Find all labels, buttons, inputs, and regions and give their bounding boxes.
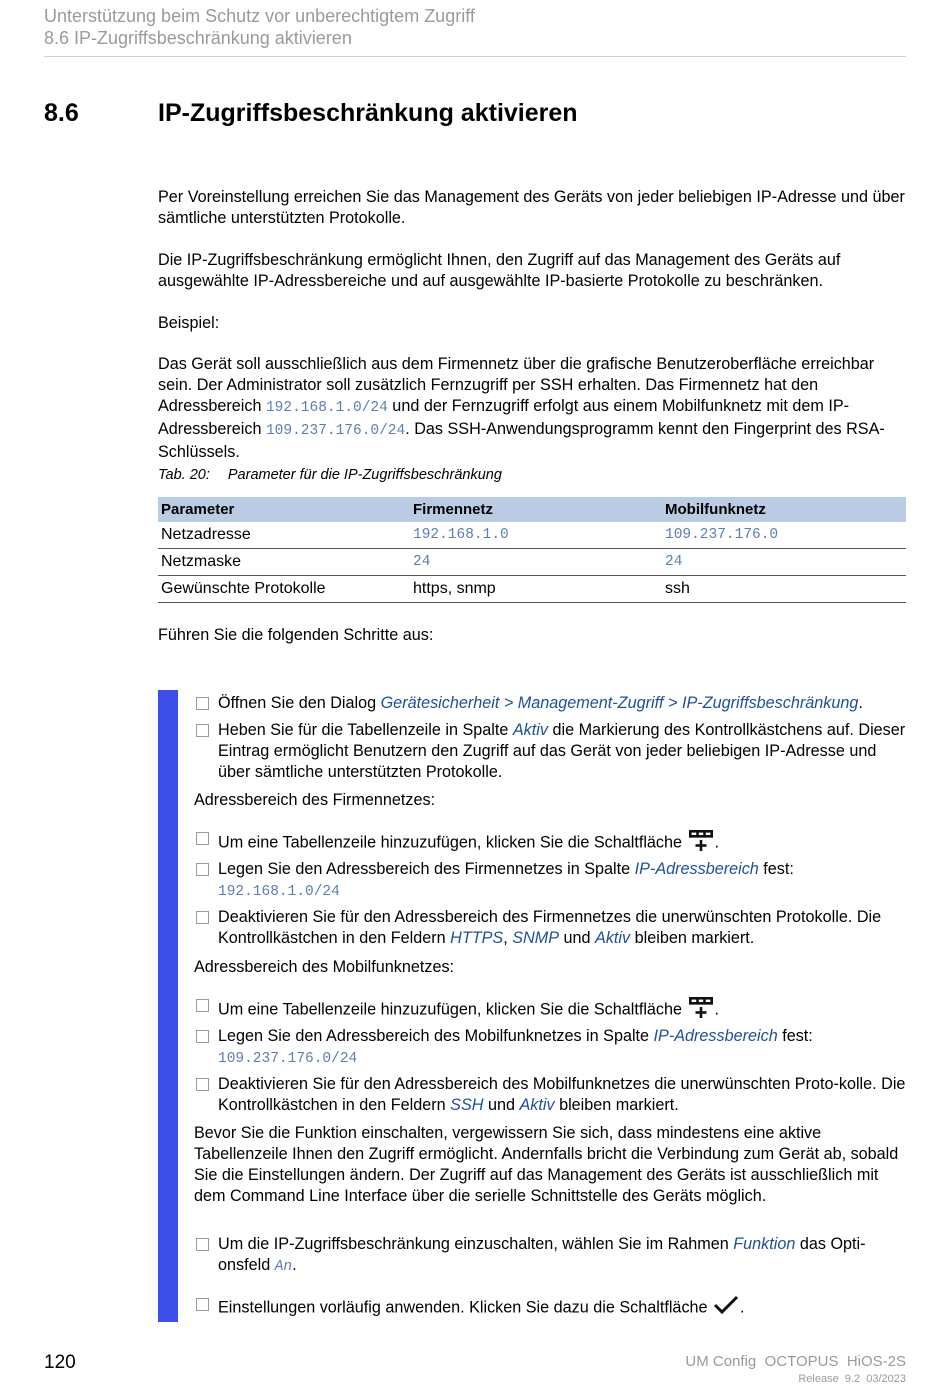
- address-range-value: 192.168.1.0/24: [218, 884, 340, 900]
- step-checkbox: [196, 724, 209, 737]
- step-checkbox: [196, 697, 209, 710]
- step-checkbox: [196, 911, 209, 924]
- subheading-company-network: Adressbereich des Firmennetzes:: [194, 791, 436, 809]
- document-title: UM Config OCTOPUS HiOS-2S: [685, 1353, 906, 1370]
- step-checkbox: [196, 1078, 209, 1091]
- table-cell: https, snmp: [410, 576, 662, 603]
- running-header-section: 8.6 IP-Zugriffsbeschränkung aktivieren: [44, 28, 352, 48]
- column-header: Firmennetz: [410, 497, 662, 522]
- address-range-company: 192.168.1.0/24: [265, 400, 388, 416]
- step-apply-settings: Einstellungen vorläufig anwenden. Klicken Sie dazu die Schaltfläche .: [218, 1294, 908, 1322]
- table-cell: Netzmaske: [158, 549, 410, 576]
- running-header-chapter: Unterstützung beim Schutz vor unberechtigtem Zugriff: [44, 6, 475, 26]
- table-caption: Tab. 20: Parameter für die IP-Zugriffsbeschränkung: [158, 467, 502, 483]
- table-cell: ssh: [662, 576, 906, 603]
- step-set-range-mobile: Legen Sie den Adressbereich des Mobilfunknetzes in Spalte IP-Adressbereich fest: 109.237.176.0/24: [218, 1027, 813, 1067]
- table-cell: Gewünschte Protokolle: [158, 576, 410, 603]
- step-checkbox: [196, 999, 209, 1012]
- table-row: [158, 576, 906, 603]
- subheading-mobile-network: Adressbereich des Mobilfunknetzes:: [194, 958, 455, 976]
- step-disable-protocols-company: Deaktivieren Sie für den Adressbereich des Firmennetzes die unerwünschten Protokolle. Die Kontrollkästchen in den Feldern HTTPS, SNMP und Aktiv bleiben markiert.: [218, 908, 882, 947]
- instruction-block-bar: [158, 690, 178, 1322]
- step-disable-protocols-mobile: Deaktivieren Sie für den Adressbereich des Mobilfunknetzes die unerwünschten Proto-kolle. Die Kontrollkästchen in den Feldern SSH und Aktiv bleiben markiert.: [218, 1075, 906, 1114]
- address-range-mobile: 109.237.176.0/24: [265, 423, 406, 439]
- column-header: Mobilfunknetz: [662, 497, 906, 522]
- step-checkbox: [196, 1298, 209, 1311]
- release-info: Release 9.2 03/2023: [798, 1373, 906, 1385]
- step-checkbox: [196, 1238, 209, 1251]
- table-row: [158, 522, 906, 549]
- page-number: 120: [44, 1352, 76, 1373]
- step-add-row-company: Um eine Tabellenzeile hinzuzufügen, klicken Sie die Schaltfläche .: [218, 828, 908, 858]
- table-cell: Netzadresse: [158, 522, 410, 549]
- add-row-icon[interactable]: [687, 995, 715, 1025]
- step-open-dialog: Öffnen Sie den Dialog Gerätesicherheit > Management-Zugriff > IP-Zugriffsbeschränkung.: [218, 694, 863, 712]
- steps-intro: Führen Sie die folgenden Schritte aus:: [158, 626, 434, 644]
- example-label: Beispiel:: [158, 314, 220, 332]
- table-cell: 192.168.1.0: [410, 522, 662, 549]
- example-paragraph: Das Gerät soll ausschließlich aus dem Firmennetz über die grafische Benutzeroberfläche erreichbar sein. Der Administrator soll zusätzlich Fernzugriff per SSH erhalten. Das Firmennetz hat den Adressbereich 192.168.1.0/24 und der Fernzugriff erfolgt aus einem Mobilfunknetz mit dem IP-Adressbereich 109.237.176.0/24. Das SSH-Anwendungsprogramm kennt den Fingerprint des RSA-Schlüssels.: [158, 355, 885, 461]
- step-enable-function: Um die IP-Zugriffsbeschränkung einzuschalten, wählen Sie im Rahmen Funktion das Opti-onsfeld An.: [218, 1235, 866, 1275]
- table-row: [158, 549, 906, 576]
- step-checkbox: [196, 1030, 209, 1043]
- table-header-row: [158, 497, 906, 522]
- step-add-row-mobile: Um eine Tabellenzeile hinzuzufügen, klicken Sie die Schaltfläche .: [218, 995, 908, 1025]
- step-checkbox: [196, 832, 209, 845]
- table-cell: 24: [410, 549, 662, 576]
- step-checkbox: [196, 863, 209, 876]
- section-number: 8.6: [44, 99, 79, 127]
- column-header: Parameter: [158, 497, 410, 522]
- parameter-table: [158, 497, 906, 603]
- step-uncheck-active: Heben Sie für die Tabellenzeile in Spalte Aktiv die Markierung des Kontrollkästchens auf. Dieser Eintrag ermöglicht Benutzern den Zugriff auf das Gerät von jeder beliebigen IP-Adresse und über sämtliche unterstützten Protokolle.: [218, 721, 906, 781]
- table-cell: 24: [662, 549, 906, 576]
- address-range-value: 109.237.176.0/24: [218, 1051, 358, 1067]
- table-cell: 109.237.176.0: [662, 522, 906, 549]
- add-row-icon[interactable]: [687, 828, 715, 858]
- section-title: IP-Zugriffsbeschränkung aktivieren: [158, 99, 578, 127]
- header-divider: [44, 56, 906, 57]
- step-set-range-company: Legen Sie den Adressbereich des Firmennetzes in Spalte IP-Adressbereich fest: 192.168.1.0/24: [218, 860, 794, 900]
- checkmark-icon[interactable]: [712, 1294, 740, 1322]
- warning-paragraph: Bevor Sie die Funktion einschalten, vergewissern Sie sich, dass mindestens eine aktive Tabellenzeile Ihnen den Zugriff ermöglicht. Andernfalls bricht die Verbindung zum Gerät ab, sobald Sie die Einstellungen ändern. Der Zugriff auf das Management des Geräts ist ausschließlich mit dem Command Line Interface über die serielle Schnittstelle des Geräts möglich.: [194, 1124, 899, 1205]
- intro-paragraph-2: Die IP-Zugriffsbeschränkung ermöglicht Ihnen, den Zugriff auf das Management des Geräts auf ausgewählte IP-Adressbereiche und auf ausgewählte IP-basierte Protokolle zu beschränken.: [158, 251, 841, 290]
- dialog-path-link: Gerätesicherheit > Management-Zugriff > IP-Zugriffsbeschränkung: [380, 694, 859, 712]
- intro-paragraph-1: Per Voreinstellung erreichen Sie das Management des Geräts von jeder beliebigen IP-Adresse und über sämtliche unterstützten Protokolle.: [158, 188, 905, 227]
